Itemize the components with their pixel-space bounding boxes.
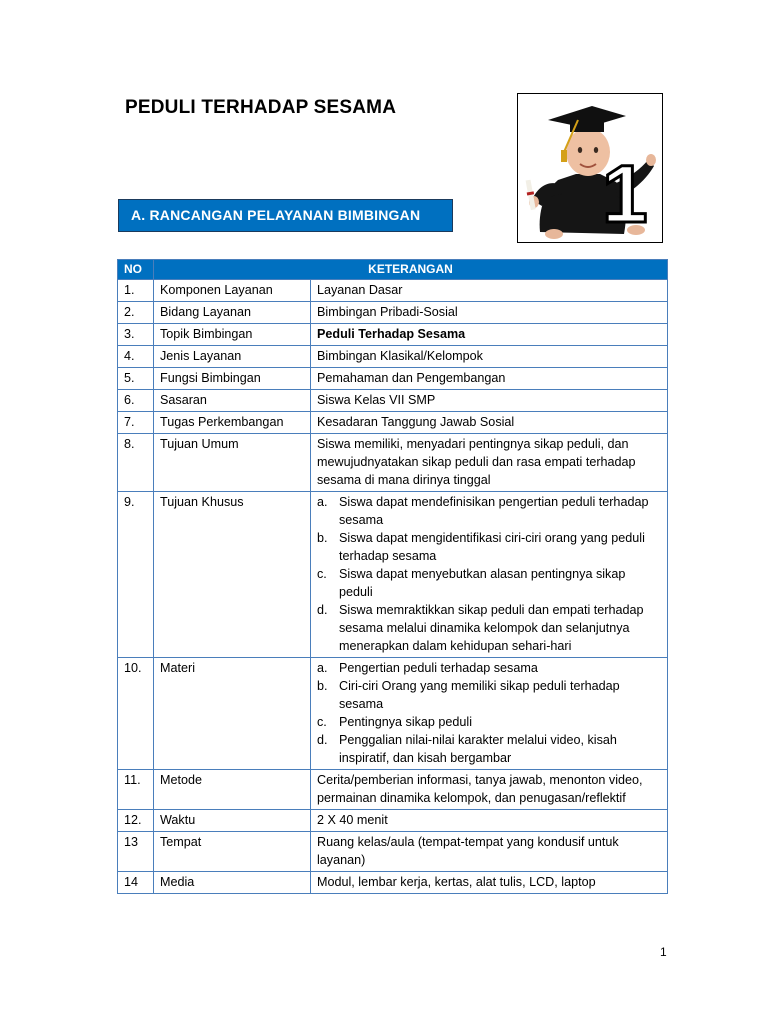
table-row [118,658,668,770]
section-heading: A. RANCANGAN PELAYANAN BIMBINGAN [118,199,453,232]
row-value: Ruang kelas/aula (tempat-tempat yang kondusif untuk layanan) [311,832,668,872]
list-marker: c. [317,567,327,581]
row-number: 3. [118,324,154,346]
row-value: Layanan Dasar [311,280,668,302]
row-label: Tujuan Umum [154,434,311,492]
list-text: Siswa dapat menyebutkan alasan pentingnya sikap peduli [339,567,626,599]
row-label: Fungsi Bimbingan [154,368,311,390]
table-row [118,770,668,810]
list-marker: b. [317,679,328,693]
table-row [118,492,668,658]
page-number: 1 [660,945,667,959]
list-text: Siswa dapat mengidentifikasi ciri-ciri orang yang peduli terhadap sesama [339,531,645,563]
list-text: Pentingnya sikap peduli [339,715,473,729]
row-number: 9. [118,492,154,658]
row-label: Bidang Layanan [154,302,311,324]
header-keterangan: KETERANGAN [154,260,668,280]
table-row [118,368,668,390]
row-value: Siswa memiliki, menyadari pentingnya sikap peduli, dan mewujudnyatakan sikap peduli dan rasa empati terhadap sesama di mana dirinya tinggal [311,434,668,492]
list-item [317,713,661,731]
row-label: Tugas Perkembangan [154,412,311,434]
table-row [118,390,668,412]
list-text: Siswa dapat mendefinisikan pengertian peduli terhadap sesama [339,495,649,527]
row-label: Topik Bimbingan [154,324,311,346]
number-badge: 1 [602,149,648,240]
header-no: NO [118,260,154,280]
list-item [317,529,661,565]
row-value: Bimbingan Pribadi-Sosial [311,302,668,324]
row-value: Modul, lembar kerja, kertas, alat tulis, LCD, laptop [311,872,668,894]
list-marker: b. [317,531,328,545]
row-value: Peduli Terhadap Sesama [311,324,668,346]
table-row [118,872,668,894]
row-number: 11. [118,770,154,810]
row-number: 2. [118,302,154,324]
row-value: Bimbingan Klasikal/Kelompok [311,346,668,368]
table-row [118,324,668,346]
table-row [118,346,668,368]
list-marker: d. [317,603,328,617]
row-number: 5. [118,368,154,390]
row-number: 10. [118,658,154,770]
list-item [317,731,661,767]
row-number: 8. [118,434,154,492]
row-value: Cerita/pemberian informasi, tanya jawab, menonton video, permainan dinamika kelompok, dan penugasan/reflektif [311,770,668,810]
row-value [311,658,668,770]
row-number: 1. [118,280,154,302]
row-value: Siswa Kelas VII SMP [311,390,668,412]
row-label: Tujuan Khusus [154,492,311,658]
page-title: PEDULI TERHADAP SESAMA [125,97,397,118]
list-marker: a. [317,661,328,675]
list-text: Ciri-ciri Orang yang memiliki sikap peduli terhadap sesama [339,679,620,711]
row-value [311,492,668,658]
sub-item-list [317,493,661,655]
table-row [118,434,668,492]
row-number: 12. [118,810,154,832]
service-plan-table [117,259,668,894]
list-item [317,565,661,601]
row-label: Materi [154,658,311,770]
list-text: Pengertian peduli terhadap sesama [339,661,538,675]
table-row [118,412,668,434]
row-number: 7. [118,412,154,434]
row-label: Sasaran [154,390,311,412]
list-item [317,601,661,655]
list-marker: d. [317,733,328,747]
sub-item-list [317,659,661,767]
graduate-baby-photo [517,93,663,243]
list-text: Penggalian nilai-nilai karakter melalui video, kisah inspiratif, dan kisah bergambar [339,733,617,765]
table-row [118,810,668,832]
row-label: Media [154,872,311,894]
row-number: 4. [118,346,154,368]
table-row [118,302,668,324]
row-number: 13 [118,832,154,872]
row-value: Pemahaman dan Pengembangan [311,368,668,390]
table-row [118,280,668,302]
row-number: 14 [118,872,154,894]
list-item [317,493,661,529]
list-text: Siswa memraktikkan sikap peduli dan empati terhadap sesama melalui dinamika kelompok dan selanjutnya menerapkan dalam kehidupan sehari-hari [339,603,644,653]
row-label: Tempat [154,832,311,872]
table-row [118,832,668,872]
row-label: Waktu [154,810,311,832]
list-item [317,677,661,713]
row-label: Komponen Layanan [154,280,311,302]
row-label: Metode [154,770,311,810]
table-body [118,280,668,894]
table-header-row [118,260,668,280]
list-item [317,659,661,677]
list-marker: c. [317,715,327,729]
row-label: Jenis Layanan [154,346,311,368]
row-value: Kesadaran Tanggung Jawab Sosial [311,412,668,434]
row-number: 6. [118,390,154,412]
row-value: 2 X 40 menit [311,810,668,832]
list-marker: a. [317,495,328,509]
